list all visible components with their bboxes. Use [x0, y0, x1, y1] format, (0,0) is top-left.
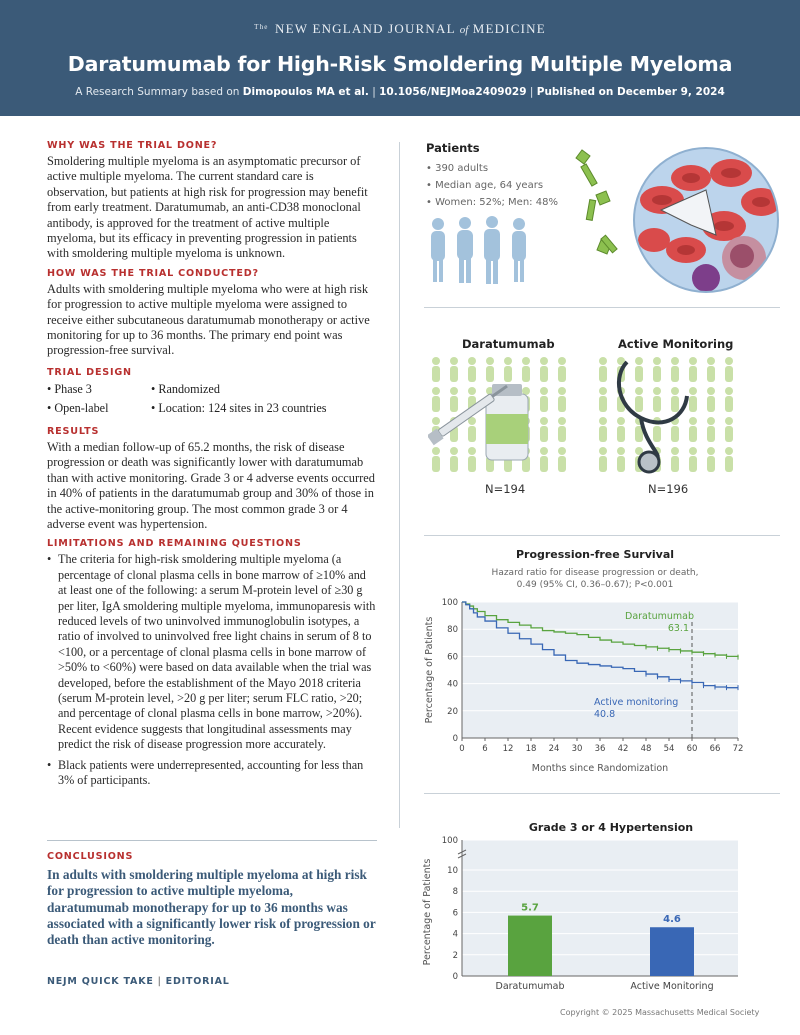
design-item: • Phase 3 [47, 381, 92, 396]
design-item: • Location: 124 sites in 23 countries [151, 400, 327, 415]
footer-links: NEJM QUICK TAKE | EDITORIAL [47, 976, 230, 987]
limitations-bullet: • Black patients were underrepresented, accounting for less than 3% of participants. [47, 757, 364, 787]
pfs-ytick-label: 0 [452, 734, 458, 744]
daratumumab-group-people [428, 356, 573, 476]
pfs-chart [416, 544, 786, 784]
htn-ytick-label: 2 [452, 950, 458, 961]
pfs-series-value-daratumumab: 63.1 [667, 623, 689, 634]
conclusions-divider [47, 840, 377, 841]
pfs-xtick-label: 12 [502, 744, 514, 754]
section-divider [424, 307, 780, 308]
page-subtitle: A Research Summary based on Dimopoulos MA et al. | 10.1056/NEJMoa2409029 | Published on December 9, 2024 [75, 86, 725, 98]
subtitle-doi[interactable]: 10.1056/NEJMoa2409029 [379, 86, 527, 98]
subtitle-authors[interactable]: Dimopoulos MA et al. [242, 86, 369, 98]
subtitle-published: Published on December 9, 2024 [536, 86, 725, 98]
pfs-subtitle-2: 0.49 (95% CI, 0.36–0.67); P<0.001 [516, 580, 674, 590]
pfs-ytick-label: 40 [447, 679, 458, 690]
how-text: Adults with smoldering multiple myeloma who were at high risk for progression to active multiple myeloma were assigned to receive either subcutaneous daratumumab monotherapy or active monitoring for up to 36 months. The primary end point was progression-free survival. [47, 281, 370, 358]
pfs-ylabel: Percentage of Patients [424, 616, 435, 724]
copyright: Copyright © 2025 Massachusetts Medical Society [560, 1008, 760, 1017]
results-text: With a median follow-up of 65.2 months, the risk of disease progression or death was significantly lower with daratumumab than with active monitoring. Grade 3 or 4 adverse events occurred in 40% of patients in the daratumumab group and 30% of those in the active-monitoring group. The most common grade 3 or 4 adverse event was hypertension. [47, 439, 375, 531]
patients-item: • 390 adults [426, 163, 489, 174]
limitations-bullet: • The criteria for high-risk smoldering multiple myeloma (a percentage of clonal plasma cells in bone marrow of ≥10% and at least one of the following: a serum M-protein level of ≥30 g per liter, IgA smoldering multiple myeloma, immunoparesis with reduced levels of two uninvolved immunoglobulin isotypes, a ratio of involved to uninvolved free light chains in serum of 8 to <100, or a percentage of clonal plasma cells in bone marrow of >50% to <60%) were based on data available when the trial was developed, before the establishment of the Mayo 2018 criteria (serum M-protein level, >20 g per liter; serum FLC ratio, >20; and percentage of clonal plasma cells in bone marrow, >20%). Recent evidence suggests that longitudinal assessments may predict the risk of disease progression more accurately. [47, 552, 376, 752]
section-divider [424, 793, 780, 794]
monitoring-group-label: Active Monitoring [618, 337, 734, 351]
hypertension-chart [416, 814, 786, 994]
patients-item: • Women: 52%; Men: 48% [426, 197, 558, 208]
pfs-series-label-monitoring: Active monitoring [594, 697, 679, 708]
conclusions-text: In adults with smoldering multiple myeloma at high risk for progression to active multiple myeloma, daratumumab monotherapy for up to 36 months was associated with a significantly lower risk of progression or death than active monitoring. [47, 867, 376, 948]
quick-take-link[interactable]: NEJM QUICK TAKE [47, 976, 154, 987]
pfs-xtick-label: 36 [594, 744, 606, 754]
htn-ylabel: Percentage of Patients [422, 858, 433, 966]
journal-masthead [0, 21, 800, 37]
editorial-link[interactable]: EDITORIAL [165, 976, 230, 987]
pfs-xtick-label: 54 [663, 744, 675, 754]
pfs-ytick-label: 60 [447, 652, 458, 663]
htn-ytick-label: 4 [452, 929, 458, 940]
htn-ytick-label: 100 [441, 836, 458, 846]
patients-item: • Median age, 64 years [426, 180, 544, 191]
htn-ytick-label: 10 [447, 866, 458, 876]
pfs-xtick-label: 0 [459, 744, 465, 754]
results-heading: RESULTS [47, 425, 100, 437]
pfs-series-value-monitoring: 40.8 [594, 709, 616, 720]
htn-category-label-daratumumab: Daratumumab [495, 981, 565, 992]
monitoring-n: N=196 [648, 482, 689, 496]
pfs-xtick-label: 48 [640, 744, 652, 754]
limitations-heading: LIMITATIONS AND REMAINING QUESTIONS [47, 538, 302, 550]
section-divider [424, 535, 780, 536]
design-heading: TRIAL DESIGN [47, 366, 132, 378]
design-item: • Open-label [47, 400, 109, 415]
pfs-title: Progression-free Survival [515, 548, 675, 561]
stethoscope-icon [595, 356, 745, 476]
pfs-xtick-label: 18 [525, 744, 537, 754]
pfs-xtick-label: 24 [548, 744, 560, 754]
design-item: • Randomized [151, 381, 220, 396]
daratumumab-n: N=194 [485, 482, 526, 496]
pfs-xtick-label: 66 [709, 744, 721, 754]
pfs-xtick-label: 30 [571, 744, 583, 754]
pfs-ytick-label: 20 [447, 706, 458, 717]
htn-title: Grade 3 or 4 Hypertension [528, 821, 694, 834]
conclusions-heading: CONCLUSIONS [47, 851, 134, 862]
pfs-ytick-label: 100 [441, 598, 458, 608]
why-text: Smoldering multiple myeloma is an asymptomatic precursor of active multiple myeloma. The current standard care is observation, but patients at high risk for progression may benefit from early treatment. Daratumumab, an anti-CD38 monoclonal antibody, is approved for the treatment of active multiple myeloma, but its efficacy in preventing progression in patients with smoldering multiple myeloma is unknown. [47, 154, 368, 261]
htn-plot-area [462, 840, 738, 976]
design-list [47, 382, 377, 416]
pfs-ytick-label: 80 [447, 625, 458, 636]
how-heading: HOW WAS THE TRIAL CONDUCTED? [47, 267, 259, 279]
htn-bar-daratumumab [508, 916, 552, 976]
htn-ytick-label: 0 [452, 972, 458, 982]
header-banner [0, 0, 800, 116]
subtitle-prefix: A Research Summary based on [75, 86, 240, 98]
pfs-xtick-label: 60 [686, 744, 698, 754]
htn-category-label-monitoring: Active Monitoring [630, 981, 714, 992]
htn-value-label-daratumumab: 5.7 [521, 902, 539, 914]
htn-value-label-monitoring: 4.6 [663, 914, 681, 926]
pfs-xtick-label: 6 [482, 744, 488, 754]
pfs-series-label-daratumumab: Daratumumab [625, 611, 694, 622]
daratumumab-group-label: Daratumumab [462, 337, 555, 351]
journal-the: The [254, 23, 269, 31]
htn-ytick-label: 8 [452, 887, 458, 898]
page-title: Daratumumab for High-Risk Smoldering Multiple Myeloma [67, 52, 733, 76]
patients-heading: Patients [426, 141, 480, 155]
htn-bar-monitoring [650, 927, 694, 976]
htn-ytick-label: 6 [452, 908, 458, 919]
pfs-xtick-label: 72 [732, 744, 744, 754]
pfs-xlabel: Months since Randomization [531, 763, 669, 774]
left-column [47, 140, 377, 788]
myeloma-cells-illustration [566, 140, 788, 300]
column-divider [399, 142, 400, 828]
journal-name-a: NEW ENGLAND JOURNAL [275, 21, 456, 36]
journal-of: of [459, 24, 469, 36]
people-icon [426, 216, 531, 286]
pfs-subtitle-1: Hazard ratio for disease progression or death, [491, 568, 699, 578]
journal-name-b: MEDICINE [472, 21, 546, 36]
pfs-xtick-label: 42 [617, 744, 629, 754]
why-heading: WHY WAS THE TRIAL DONE? [47, 140, 218, 151]
